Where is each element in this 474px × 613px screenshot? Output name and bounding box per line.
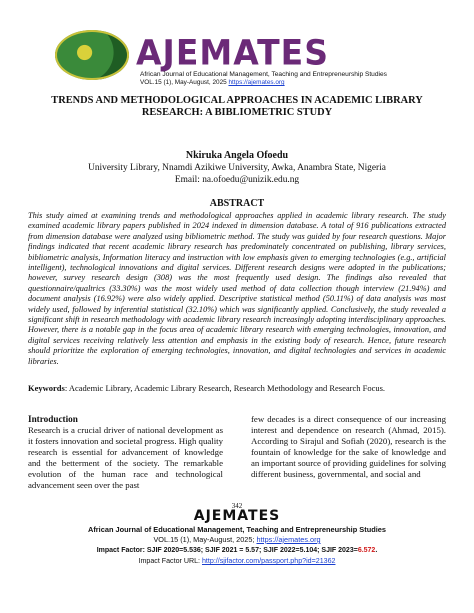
intro-right-column [251, 414, 446, 479]
intro-right-text: few decades is a direct consequence of our increasing interest and dependence on research (Ahmad, 2015). According to Sirajul and Sofiah (2020), research is the fountain of knowledge for the sake of knowledge and an important source of providing guidelines for solving different business, governmental, and social and [251, 414, 446, 479]
footer-journal-name: African Journal of Educational Management, Teaching and Entrepreneurship Studies [88, 525, 386, 534]
keywords [28, 383, 446, 394]
impact-factor-text: Impact Factor: SJIF 2020=5.536; SJIF 2021 = 5.57; SJIF 2022=5.104; SJIF 2023= [96, 547, 358, 554]
footer-brand: AJEMATES [193, 508, 281, 524]
journal-url-link[interactable]: https://ajemates.org [228, 79, 285, 86]
author-affiliation: University Library, Nnamdi Azikiwe University, Awka, Anambra State, Nigeria [88, 163, 386, 173]
author-email: Email: na.ofoedu@unizik.edu.ng [174, 175, 300, 185]
paper-title-line1: TRENDS AND METHODOLOGICAL APPROACHES IN ACADEMIC LIBRARY [51, 95, 423, 106]
journal-full-name: African Journal of Educational Management, Teaching and Entrepreneurship Studies [140, 71, 387, 78]
paper-title [30, 95, 444, 119]
keywords-label: Keywords [28, 383, 65, 393]
abstract-heading: ABSTRACT [209, 198, 265, 209]
intro-heading: Introduction [28, 414, 78, 424]
volume-info [140, 79, 285, 86]
journal-header [0, 0, 474, 86]
impact-factor-latest: 6.572 [357, 547, 376, 554]
journal-brand: AJEMATES [136, 32, 329, 73]
impact-factor [0, 545, 474, 556]
volume-text: VOL.15 (1), May-August, 2025 [140, 79, 229, 86]
impact-factor-url [0, 556, 474, 566]
author-name: Nkiruka Angela Ofoedu [185, 150, 289, 161]
journal-footer [0, 508, 474, 566]
footer-volume-text: VOL.15 (1), May-August, 2025; [153, 535, 257, 544]
journal-logo-icon [55, 30, 129, 80]
impact-factor-suffix: . [375, 547, 378, 554]
footer-volume [0, 535, 474, 545]
footer-url-link[interactable]: https://ajemates.org [256, 535, 321, 544]
paper-title-line2: RESEARCH: A BIBLIOMETRIC STUDY [141, 107, 333, 118]
abstract-text: This study aimed at examining trends and methodological approaches applied in academic library research. The study examined academic library papers published in 2024 indexed in dimension database. A total of 916 publications extracted from dimension database were analyzed using bibliometric method. The study was guided by four research questions. Major findings indicated that recent academic library research has predominately concentrated on publishing, library services, bibliometric analysis, Information literacy and instruction with low emphasis given to emerging technologies (e.g., artificial intelligent), technological innovations and digital services. Different research designs were adopted in the publications; however, survey research design (308) was the most frequently used design. The findings also revealed that questionnaire/qualtrics (33.30%) was the most widely used method of data collection though interview (21.94%) and document analysis (16.92%) were also widely applied. Descriptive statistical method (50.11%) of data analysis was most widely used, followed by inferential statistical (32.10%) which was significantly applied. Conclusively, the study revealed a significant shift in research methodology with academic library research increasingly adopting interdisciplinary approaches. However, there is a notable gap in the focus area of academic library research with emerging technologies, innovation, and digital services receiving relatively less attention and emphasis in the existing body of research. Hence, future research should prioritize the exploration of emerging technologies, innovation, and digital technologies and services in academic libraries. [28, 211, 446, 366]
page-number: 342 [231, 502, 243, 510]
intro-left-text: Research is a crucial driver of national development as it fosters innovation and societal progress. High quality research is essential for advancement of knowledge and the betterment of the society. The remarkable evolution of the human race and technological advancement seen over the past [28, 425, 223, 490]
impact-url-link[interactable]: http://sjifactor.com/passport.php?id=21362 [201, 557, 336, 565]
intro-left-column [28, 414, 223, 490]
impact-url-label: Impact Factor URL: [138, 557, 202, 565]
keywords-text: : Academic Library, Academic Library Research, Research Methodology and Research Focus. [64, 383, 386, 393]
